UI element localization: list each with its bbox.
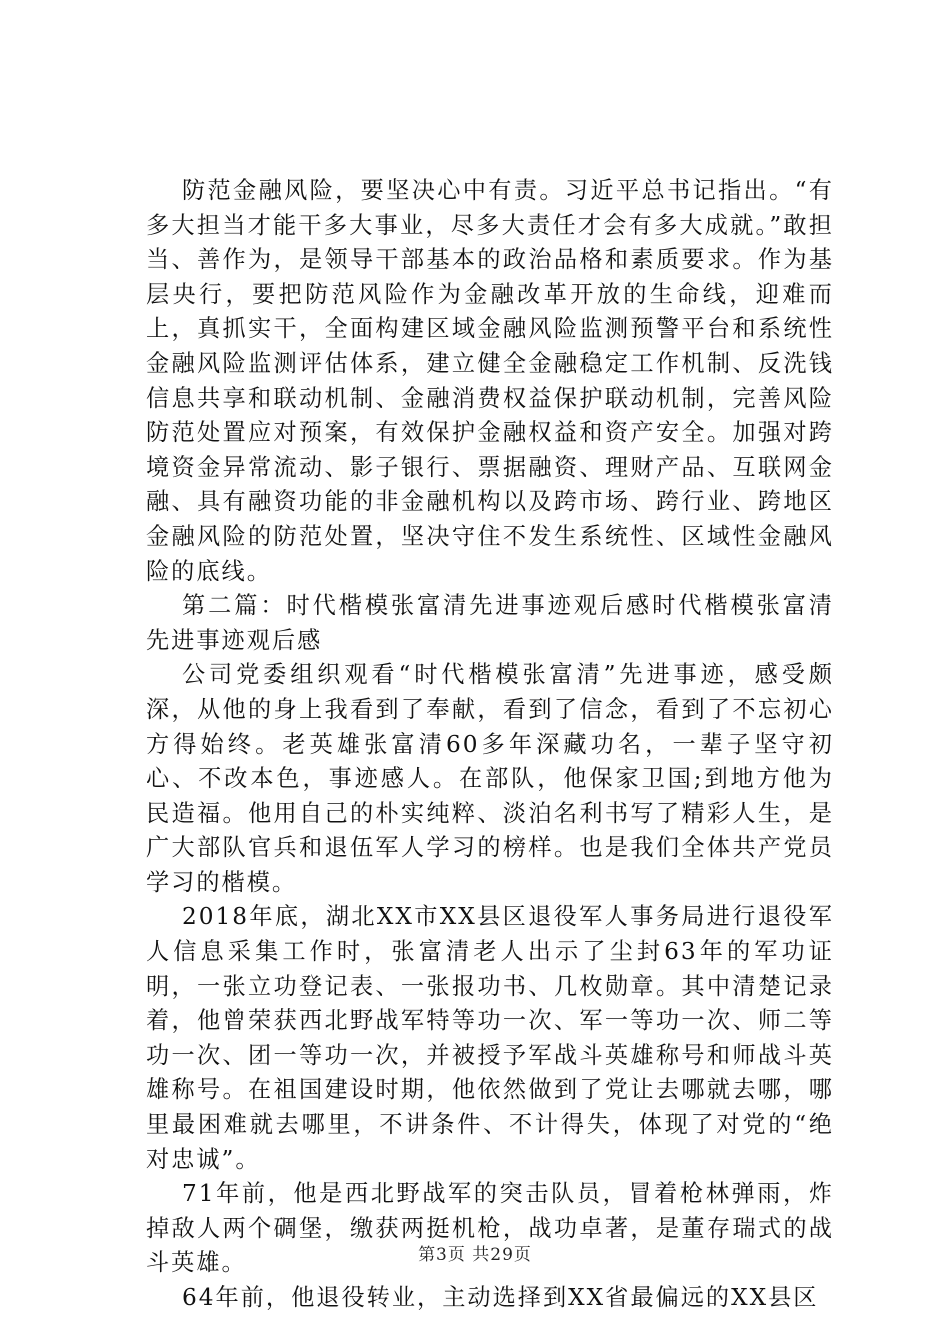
- section-heading: 第二篇：时代楷模张富清先进事迹观后感时代楷模张富清先进事迹观后感: [146, 592, 834, 654]
- paragraph-intro: 公司党委组织观看“时代楷模张富清”先进事迹，感受颇深，从他的身上我看到了奉献，看到了信念，看到了不忘初心方得始终。老英雄张富清60多年深藏功名，一辈子坚守初心、不改本色，事迹感人。在部队，他保家卫国;到地方他为民造福。他用自己的朴实纯粹、淡泊名利书写了精彩人生，是广大部队官兵和退伍军人学习的榜样。也是我们全体共产党员学习的楷模。: [146, 661, 834, 896]
- page-footer: 第3页 共29页: [418, 1245, 532, 1265]
- paragraph-64-years: 64年前，他退役转业，主动选择到XX省最偏远的XX县区: [182, 1284, 819, 1311]
- paragraph-71-years: 71年前，他是西北野战军的突击队员，冒着枪林弹雨，炸掉敌人两个碉堡，缴获两挺机枪，战功卓著，是董存瑞式的战斗英雄。: [146, 1180, 834, 1277]
- document-body: [146, 174, 834, 1316]
- paragraph-2018: 2018年底，湖北XX市XX县区退役军人事务局进行退役军人信息采集工作时，张富清老人出示了尘封63年的军功证明，一张立功登记表、一张报功书、几枚勋章。其中清楚记录着，他曾荣获西北野战军特等功一次、军一等功一次、师二等功一次、团一等功一次，并被授予军战斗英雄称号和师战斗英雄称号。在祖国建设时期，他依然做到了党让去哪就去哪，哪里最困难就去哪里，不讲条件、不计得失，体现了对党的“绝对忠诚”。: [146, 903, 834, 1173]
- paragraph-financial-risk: 防范金融风险，要坚决心中有责。习近平总书记指出。“有多大担当才能干多大事业，尽多大责任才会有多大成就。”敢担当、善作为，是领导干部基本的政治品格和素质要求。作为基层央行，要把防范风险作为金融改革开放的生命线，迎难而上，真抓实干，全面构建区域金融风险监测预警平台和系统性金融风险监测评估体系，建立健全金融稳定工作机制、反洗钱信息共享和联动机制、金融消费权益保护联动机制，完善风险防范处置应对预案，有效保护金融权益和资产安全。加强对跨境资金异常流动、影子银行、票据融资、理财产品、互联网金融、具有融资功能的非金融机构以及跨市场、跨行业、跨地区金融风险的防范处置，坚决守住不发生系统性、区域性金融风险的底线。: [146, 177, 834, 585]
